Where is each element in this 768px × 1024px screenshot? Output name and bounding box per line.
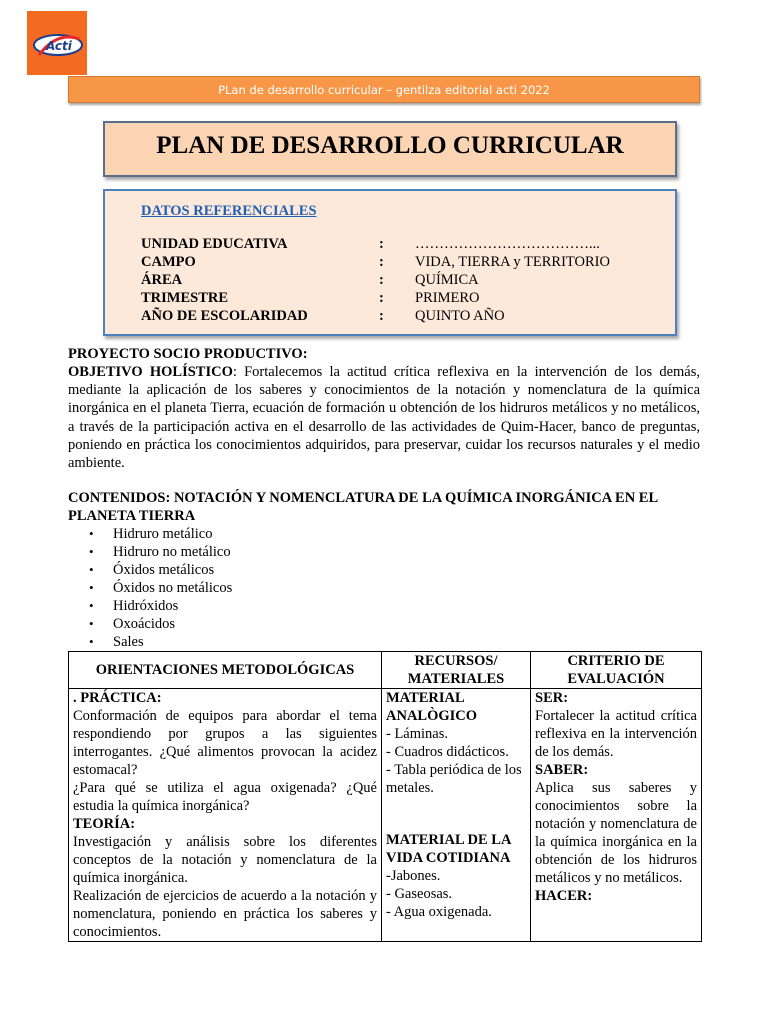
ref-colon: : <box>379 272 384 288</box>
proyecto-heading: PROYECTO SOCIO PRODUCTIVO: <box>68 346 308 362</box>
table-header-row <box>69 652 702 689</box>
acti-logo <box>27 11 87 75</box>
logo-text: Acti <box>46 39 72 53</box>
list-item: - Cuadros didácticos. <box>386 744 509 760</box>
list-item: • Óxidos metálicos <box>113 561 232 579</box>
list-item: • Oxoácidos <box>113 615 232 633</box>
list-item: • Hidróxidos <box>113 597 232 615</box>
ref-label: ÁREA <box>141 272 183 288</box>
ser-title: SER: <box>535 690 569 706</box>
objetivo-text: : Fortalecemos la actitud crítica reflexiva en la intervención de los demás, mediante la aplicación de los saberes y conocimientos de la notación y nomenclatura de la química inorgánica en el planeta Tierra, ecuación de formación u obtención de los hidruros metálicos y no metálicos, a través de la participación activa en el desarrollo de las actividades de Quim-Hacer, banco de preguntas, poniendo en práctica los conocimientos adquiridos, para preservar, cuidar los recursos naturales y el medio ambiente. <box>68 364 700 472</box>
list-item: - Gaseosas. <box>386 886 453 902</box>
list-item: • Sales <box>113 633 232 651</box>
spacer <box>386 797 526 831</box>
ref-colon: : <box>379 290 384 306</box>
table-row <box>69 689 702 942</box>
ref-value: ………………………………... <box>415 236 600 252</box>
list-item: - Láminas. <box>386 726 449 742</box>
material-analogico-title: MATERIAL ANALÒGICO <box>386 690 478 724</box>
teoria-text-1: Investigación y análisis sobre los diferentes conceptos de la notación y nomenclatura de la química inorgánica. <box>73 834 377 886</box>
practica-text-1: Conformación de equipos para abordar el tema respondiendo por grupos a las siguientes interrogantes. ¿Qué alimentos provocan la acidez estomacal? <box>73 708 377 778</box>
contenidos-list <box>68 525 232 651</box>
saber-text: Aplica sus saberes y conocimientos sobre la notación y nomenclatura de la química inorgánica en la obtención de los hidruros metálicos y no metálicos. <box>535 780 697 886</box>
list-item: • Óxidos no metálicos <box>113 579 232 597</box>
ref-value: QUÍMICA <box>415 272 479 288</box>
contenidos-heading: CONTENIDOS: NOTACIÓN Y NOMENCLATURA DE LA QUÍMICA INORGÁNICA EN EL PLANETA TIERRA <box>68 490 658 524</box>
recursos-cell <box>382 689 531 942</box>
practica-title: . PRÁCTICA: <box>73 690 162 706</box>
acti-logo-icon <box>27 11 87 75</box>
list-item: • Hidruro metálico <box>113 525 232 543</box>
material-cotidiana-title: MATERIAL DE LA VIDA COTIDIANA <box>386 832 511 866</box>
objetivo-paragraph <box>68 363 700 472</box>
datos-referenciales-box <box>103 189 677 336</box>
teoria-text-2: Realización de ejercicios de acuerdo a la notación y nomenclatura, poniendo en práctica los saberes y conocimientos. <box>73 888 377 940</box>
list-item: - Tabla periódica de los metales. <box>386 762 522 796</box>
list-item: • Hidruro no metálico <box>113 543 232 561</box>
ref-value: PRIMERO <box>415 290 480 306</box>
ref-value: QUINTO AÑO <box>415 308 505 324</box>
ref-label: AÑO DE ESCOLARIDAD <box>141 308 308 324</box>
column-header: RECURSOS/ MATERIALES <box>382 652 531 689</box>
criterio-cell <box>531 689 702 942</box>
ref-label: TRIMESTRE <box>141 290 229 306</box>
objetivo-label: OBJETIVO HOLÍSTICO <box>68 364 233 380</box>
column-header: ORIENTACIONES METODOLÓGICAS <box>69 652 382 689</box>
page-title: PLAN DE DESARROLLO CURRICULAR <box>103 121 677 177</box>
teoria-title: TEORÍA: <box>73 816 136 832</box>
ref-colon: : <box>379 254 384 270</box>
header-banner: PLan de desarrollo curricular – gentilza editorial acti 2022 <box>68 76 700 103</box>
column-header: CRITERIO DE EVALUACIÓN <box>531 652 702 689</box>
datos-referenciales-heading: DATOS REFERENCIALES <box>141 203 317 219</box>
ref-label: CAMPO <box>141 254 196 270</box>
list-item: -Jabones. <box>386 868 441 884</box>
ref-colon: : <box>379 236 384 252</box>
saber-title: SABER: <box>535 762 589 778</box>
practica-text-2: ¿Para qué se utiliza el agua oxigenada? ¿Qué estudia la química inorgánica? <box>73 780 377 814</box>
ref-colon: : <box>379 308 384 324</box>
hacer-title: HACER: <box>535 888 593 904</box>
list-item: - Agua oxigenada. <box>386 904 492 920</box>
ref-value: VIDA, TIERRA y TERRITORIO <box>415 254 610 270</box>
ref-label: UNIDAD EDUCATIVA <box>141 236 288 252</box>
orientaciones-table <box>68 651 702 942</box>
orientaciones-cell <box>69 689 382 942</box>
ser-text: Fortalecer la actitud crítica reflexiva en la intervención de los demás. <box>535 708 697 760</box>
